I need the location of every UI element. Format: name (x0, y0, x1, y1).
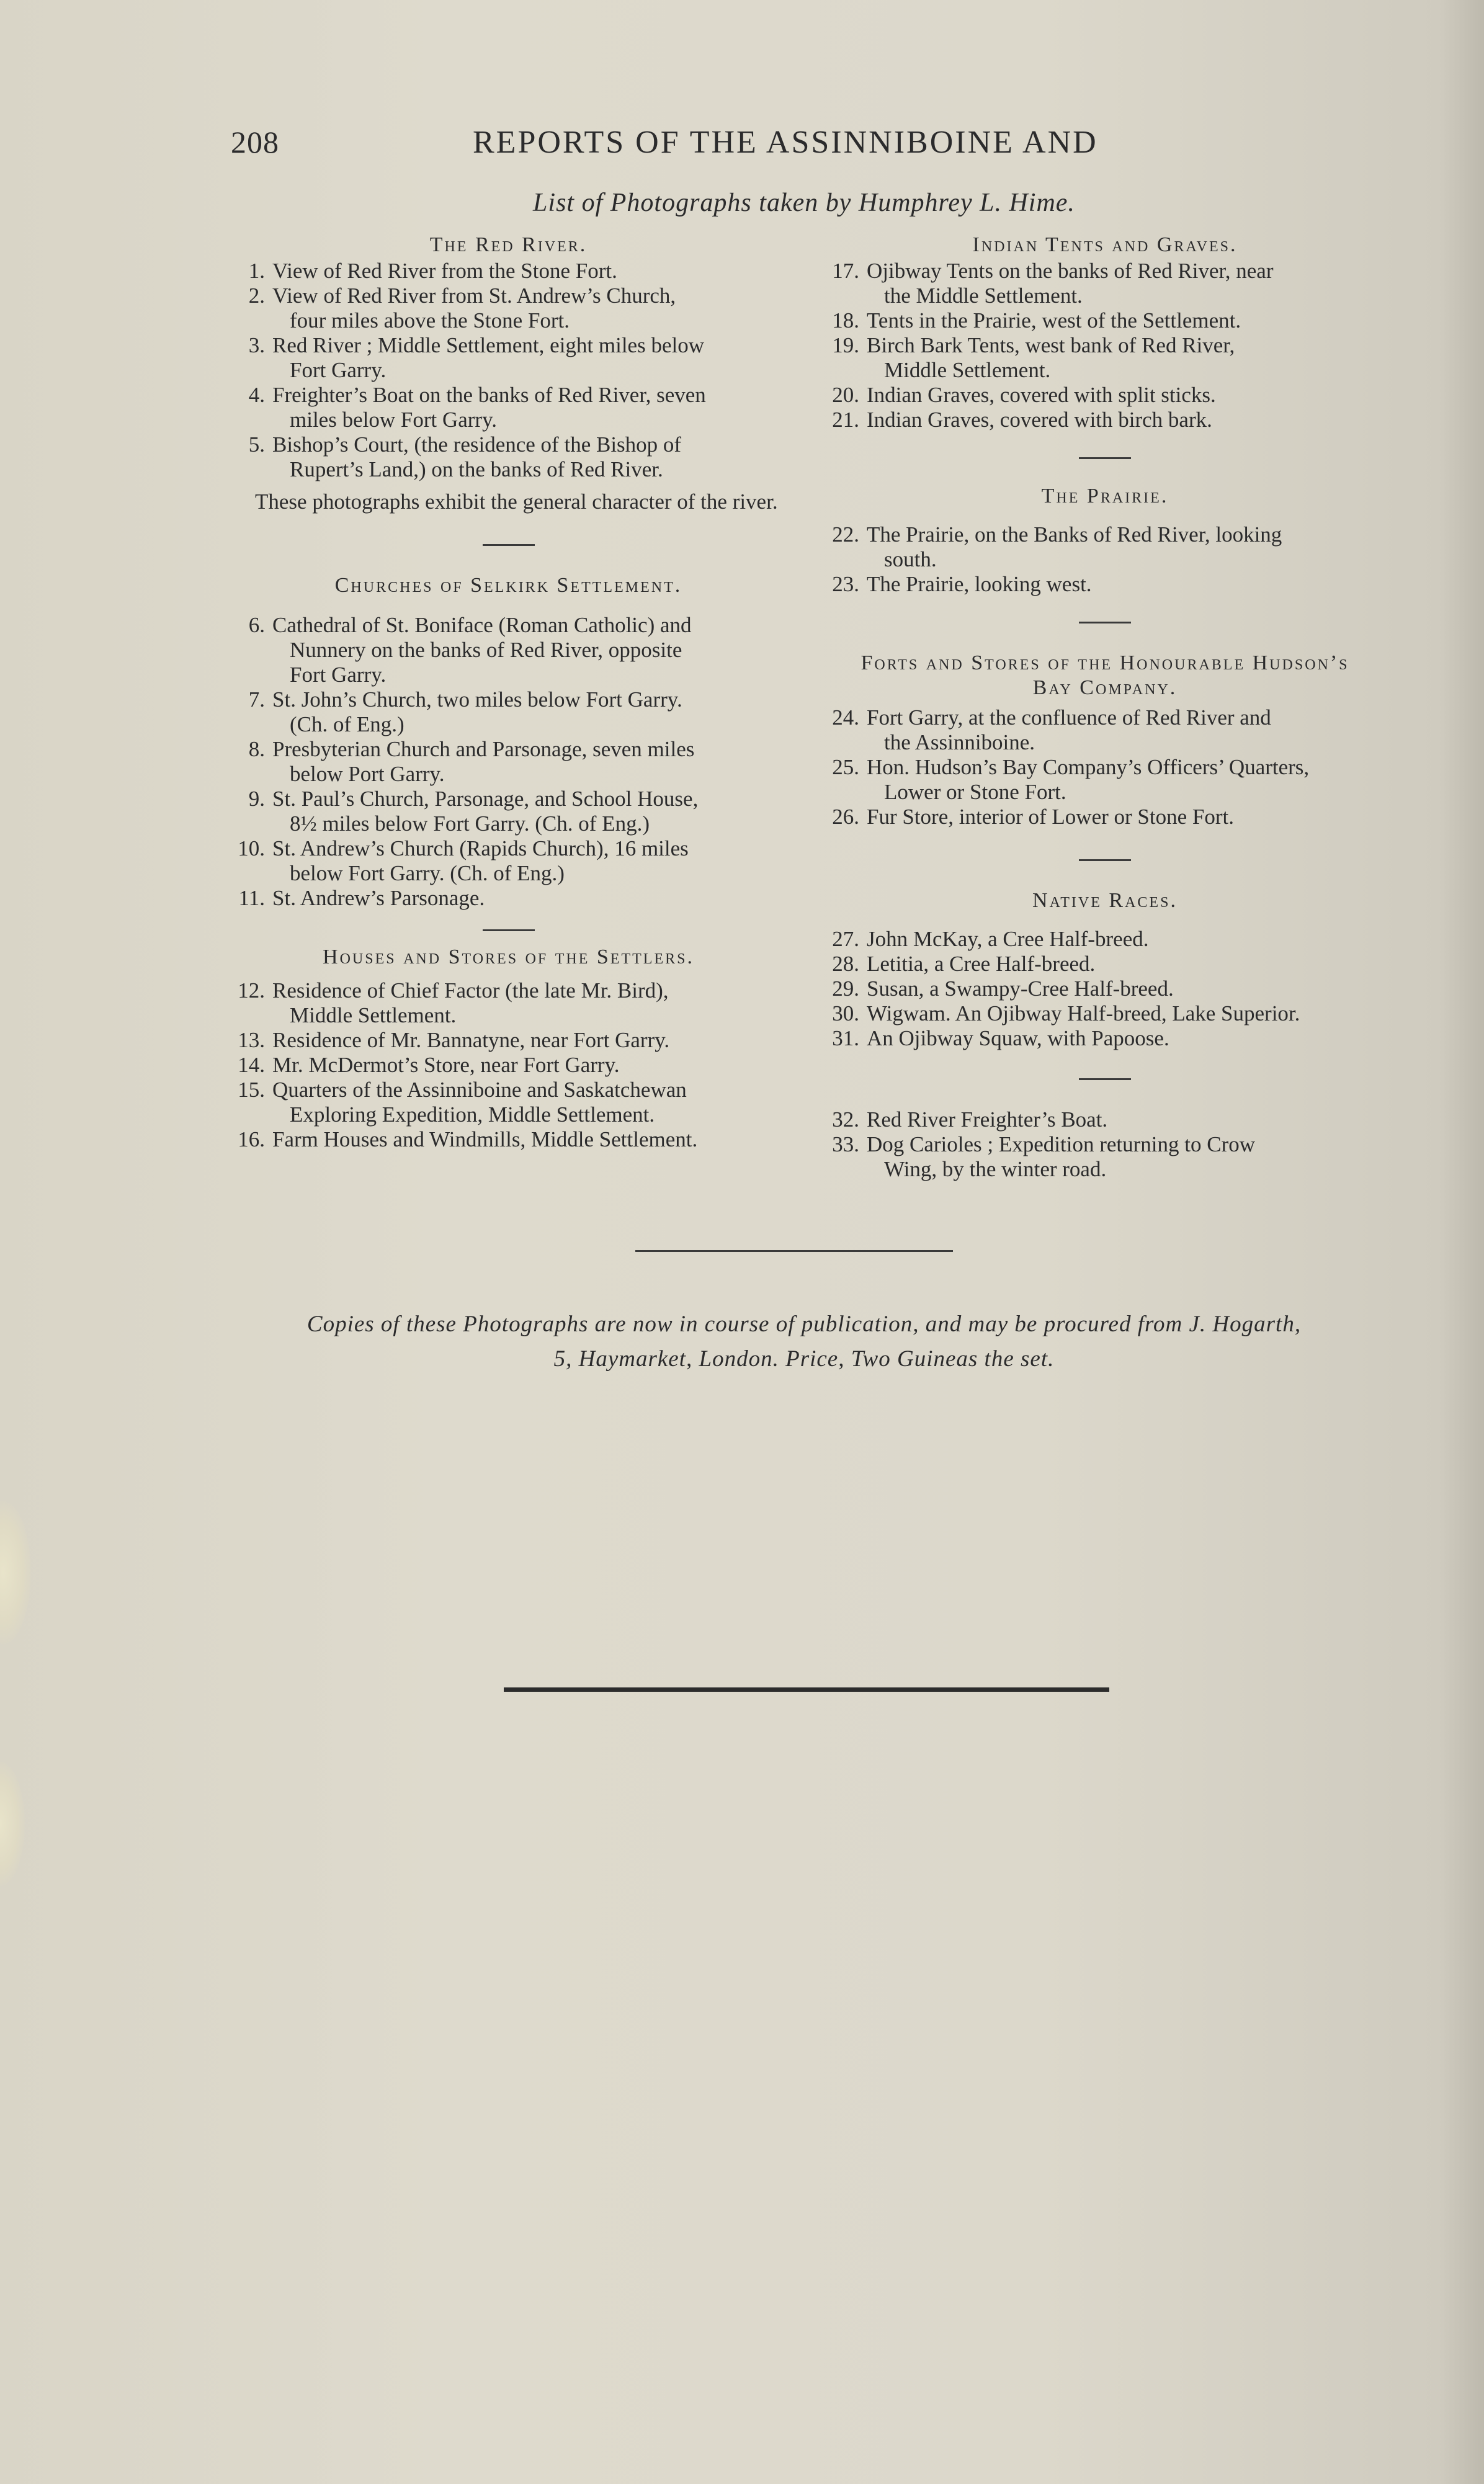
list-item (822, 1026, 1388, 1051)
list-item (228, 333, 789, 383)
list-item (228, 432, 789, 482)
list-item (822, 259, 1388, 308)
item-number: 22. (832, 522, 859, 547)
item-line: below Port Garry. (290, 762, 445, 786)
list-forts (822, 705, 1388, 829)
item-line: Wigwam. An Ojibway Half-breed, Lake Superior. (867, 1001, 1300, 1025)
item-line: Bishop’s Court, (the residence of the Bishop of (272, 432, 682, 457)
list-item (822, 755, 1388, 805)
list-misc (822, 1107, 1388, 1182)
paper-stain (0, 1762, 25, 1886)
item-line: The Prairie, looking west. (867, 572, 1092, 596)
item-line: 8½ miles below Fort Garry. (Ch. of Eng.) (290, 811, 650, 836)
list-tents (822, 259, 1388, 432)
list-item (822, 408, 1388, 432)
item-line: John McKay, a Cree Half-breed. (867, 927, 1149, 951)
item-line: St. Andrew’s Parsonage. (272, 886, 485, 910)
item-text (867, 333, 1388, 383)
item-line: View of Red River from the Stone Fort. (272, 259, 617, 283)
list-item (822, 1107, 1388, 1132)
item-text (867, 755, 1388, 805)
item-text (272, 383, 789, 432)
item-line: Indian Graves, covered with birch bark. (867, 408, 1212, 432)
item-number: 32. (832, 1107, 859, 1132)
section-heading-red-river: The Red River. (429, 233, 588, 256)
item-number: 26. (832, 805, 859, 829)
item-number: 21. (832, 408, 859, 432)
item-line: Farm Houses and Windmills, Middle Settlement. (272, 1127, 698, 1151)
section-heading-forts: Forts and Stores of the Honourable Hudson’s (860, 651, 1349, 674)
item-line: miles below Fort Garry. (290, 408, 498, 432)
item-text (867, 259, 1388, 308)
item-text (867, 572, 1388, 597)
item-number: 1. (248, 259, 265, 283)
section-heading-tents: Indian Tents and Graves. (972, 233, 1238, 256)
list-item (228, 1028, 789, 1053)
item-number: 8. (248, 737, 265, 761)
section-rule (483, 929, 535, 931)
list-item (228, 259, 789, 284)
item-line: four miles above the Stone Fort. (290, 308, 570, 333)
item-line: Nunnery on the banks of Red River, opposite (290, 638, 682, 662)
item-text (272, 1053, 789, 1078)
item-number: 31. (832, 1026, 859, 1050)
item-line: St. Andrew’s Church (Rapids Church), 16 miles (272, 836, 689, 860)
list-item (822, 383, 1388, 408)
item-line: St. John’s Church, two miles below Fort Garry. (272, 687, 682, 712)
item-number: 2. (248, 284, 265, 308)
bottom-rule (504, 1687, 1109, 1692)
paper-stain (0, 1501, 31, 1644)
item-text (272, 284, 789, 333)
item-text (272, 978, 789, 1028)
list-prairie (822, 522, 1388, 597)
item-text (867, 522, 1388, 572)
list-churches (228, 613, 789, 911)
item-line: below Fort Garry. (Ch. of Eng.) (290, 861, 565, 885)
item-line: Indian Graves, covered with split sticks. (867, 383, 1216, 407)
item-text (272, 333, 789, 383)
page-number: 208 (231, 125, 279, 159)
section-rule (1079, 457, 1131, 459)
item-line: Lower or Stone Fort. (884, 780, 1066, 804)
item-line: Susan, a Swampy-Cree Half-breed. (867, 976, 1174, 1001)
list-item (822, 805, 1388, 829)
item-line: Fort Garry, at the confluence of Red River and (867, 705, 1271, 730)
list-item (822, 333, 1388, 383)
item-line: Letitia, a Cree Half-breed. (867, 952, 1096, 976)
item-line: An Ojibway Squaw, with Papoose. (867, 1026, 1169, 1050)
item-number: 18. (832, 308, 859, 333)
item-number: 16. (238, 1127, 265, 1151)
list-title: List of Photographs taken by Humphrey L. Hime. (533, 189, 1075, 217)
list-native-races (822, 927, 1388, 1051)
item-text (272, 432, 789, 482)
item-text (867, 383, 1388, 408)
item-number: 3. (248, 333, 265, 357)
list-item (228, 836, 789, 886)
item-line: Middle Settlement. (290, 1003, 457, 1027)
item-number: 15. (238, 1078, 265, 1102)
item-line: Red River ; Middle Settlement, eight miles below (272, 333, 705, 357)
section-heading-churches: Churches of Selkirk Settlement. (334, 574, 682, 597)
item-number: 11. (238, 886, 265, 910)
divider-rule (635, 1250, 953, 1252)
list-item (228, 383, 789, 432)
item-text (272, 687, 789, 737)
item-text (272, 1078, 789, 1127)
section-heading-forts-line2: Bay Company. (1032, 676, 1178, 699)
footer-note (186, 1307, 1422, 1377)
item-line: Red River Freighter’s Boat. (867, 1107, 1108, 1132)
list-item (822, 927, 1388, 952)
item-number: 6. (248, 613, 265, 637)
item-line: Presbyterian Church and Parsonage, seven miles (272, 737, 695, 761)
item-line: Ojibway Tents on the banks of Red River, near (867, 259, 1274, 283)
item-number: 7. (248, 687, 265, 712)
item-number: 23. (832, 572, 859, 596)
item-text (867, 976, 1388, 1001)
list-item (228, 737, 789, 787)
list-item (228, 978, 789, 1028)
item-number: 17. (832, 259, 859, 283)
item-line: Exploring Expedition, Middle Settlement. (290, 1102, 655, 1127)
item-line: Dog Carioles ; Expedition returning to Crow (867, 1132, 1256, 1156)
list-item (228, 787, 789, 836)
footer-line-1: Copies of these Photographs are now in course of publication, and may be procured from J. Hogarth, (306, 1311, 1302, 1337)
item-text (867, 805, 1388, 829)
section-heading-prairie: The Prairie. (1041, 485, 1169, 507)
item-line: Wing, by the winter road. (884, 1157, 1107, 1181)
item-line: Fort Garry. (290, 663, 387, 687)
item-line: Quarters of the Assinniboine and Saskatchewan (272, 1078, 687, 1102)
list-item (228, 613, 789, 687)
item-line: Freighter’s Boat on the banks of Red River, seven (272, 383, 706, 407)
item-number: 10. (238, 836, 265, 860)
item-text (272, 1028, 789, 1053)
list-item (228, 1127, 789, 1152)
section-rule (483, 544, 535, 546)
section-heading-native-races: Native Races. (1032, 889, 1178, 912)
item-number: 4. (248, 383, 265, 407)
item-number: 5. (248, 432, 265, 457)
item-line: Birch Bark Tents, west bank of Red River, (867, 333, 1235, 357)
item-text (867, 952, 1388, 976)
section-rule (1079, 859, 1131, 861)
list-item (228, 886, 789, 911)
item-text (867, 1026, 1388, 1051)
item-text (867, 1132, 1388, 1182)
item-text (867, 1001, 1388, 1026)
item-text (272, 1127, 789, 1152)
item-text (272, 259, 789, 284)
item-number: 14. (238, 1053, 265, 1077)
item-number: 9. (248, 787, 265, 811)
item-number: 13. (238, 1028, 265, 1052)
item-line: Middle Settlement. (884, 358, 1051, 382)
item-text (867, 927, 1388, 952)
list-item (822, 705, 1388, 755)
list-item (822, 952, 1388, 976)
section-rule (1079, 1078, 1131, 1080)
list-houses (228, 978, 789, 1152)
item-line: south. (884, 547, 937, 571)
item-line: Rupert’s Land,) on the banks of Red River. (290, 457, 663, 481)
item-number: 30. (832, 1001, 859, 1025)
list-item (822, 976, 1388, 1001)
item-number: 12. (238, 978, 265, 1003)
list-item (228, 1053, 789, 1078)
item-line: View of Red River from St. Andrew’s Church, (272, 284, 676, 308)
item-text (272, 886, 789, 911)
running-head: REPORTS OF THE ASSINNIBOINE AND (473, 125, 1098, 160)
item-line: Fort Garry. (290, 358, 387, 382)
item-text (867, 408, 1388, 432)
list-item (228, 687, 789, 737)
item-text (867, 1107, 1388, 1132)
item-text (272, 737, 789, 787)
item-line: the Assinniboine. (884, 730, 1035, 754)
item-text (867, 705, 1388, 755)
list-item (228, 1078, 789, 1127)
item-text (867, 308, 1388, 333)
section-rule (1079, 622, 1131, 623)
list-item (822, 1132, 1388, 1182)
list-item (822, 572, 1388, 597)
item-text (272, 787, 789, 836)
item-number: 25. (832, 755, 859, 779)
item-line: Residence of Mr. Bannatyne, near Fort Garry. (272, 1028, 670, 1052)
list-red-river (228, 259, 789, 482)
item-line: Mr. McDermot’s Store, near Fort Garry. (272, 1053, 620, 1077)
item-number: 19. (832, 333, 859, 357)
item-line: Hon. Hudson’s Bay Company’s Officers’ Quarters, (867, 755, 1310, 779)
paragraph-note: These photographs exhibit the general character of the river. (255, 489, 778, 514)
item-line: Residence of Chief Factor (the late Mr. Bird), (272, 978, 669, 1003)
list-item (822, 1001, 1388, 1026)
footer-line-2: 5, Haymarket, London. Price, Two Guineas the set. (553, 1346, 1055, 1372)
item-line: Tents in the Prairie, west of the Settlement. (867, 308, 1241, 333)
item-number: 29. (832, 976, 859, 1001)
item-line: St. Paul’s Church, Parsonage, and School House, (272, 787, 699, 811)
list-item (822, 522, 1388, 572)
list-item (228, 284, 789, 333)
item-line: Fur Store, interior of Lower or Stone Fort. (867, 805, 1234, 829)
item-line: The Prairie, on the Banks of Red River, looking (867, 522, 1282, 547)
item-number: 27. (832, 927, 859, 951)
item-text (272, 613, 789, 687)
item-number: 33. (832, 1132, 859, 1156)
item-number: 24. (832, 705, 859, 730)
left-column (228, 233, 789, 1152)
item-number: 28. (832, 952, 859, 976)
item-line: (Ch. of Eng.) (290, 712, 405, 736)
list-item (822, 308, 1388, 333)
item-text (272, 836, 789, 886)
item-line: the Middle Settlement. (884, 284, 1083, 308)
right-column (822, 233, 1388, 1182)
item-number: 20. (832, 383, 859, 407)
item-line: Cathedral of St. Boniface (Roman Catholic) and (272, 613, 692, 637)
section-heading-houses: Houses and Stores of the Settlers. (323, 945, 694, 968)
